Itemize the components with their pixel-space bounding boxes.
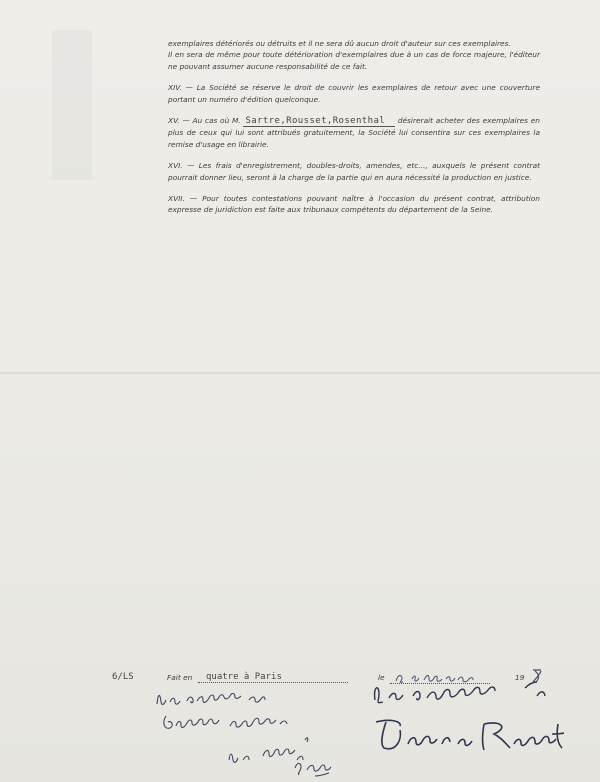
clause-xv-suffix: désirerait acheter des exemplaires en plus de ceux qui lui sont attribués gratuitement, la Société lui consentira sur ces exemplaires la remise d'usage en librairie. [168, 116, 540, 149]
year-prefix: 19 [515, 673, 525, 682]
clause-xiv: XIV. — La Société se réserve le droit de couvrir les exemplaires de retour avec une couverture portant un numéro d'édition quelconque. [168, 83, 540, 104]
contract-text [168, 38, 540, 226]
handwritten-lu-et-approuve-right [365, 676, 575, 712]
paper-shadow [52, 30, 92, 180]
clause-text: exemplaires détériorés ou détruits et il ne sera dû aucun droit d'auteur sur ces exemplaires. [168, 39, 511, 48]
clause-xv-prefix: XV. — Au cas où M. [168, 116, 241, 126]
clause-continuation [168, 38, 540, 72]
le-label: le [378, 673, 385, 682]
clause-xv [168, 115, 540, 150]
fait-en-label: Fait en [167, 673, 193, 682]
reference-code: 6/LS [112, 672, 134, 682]
clause-text: Il en sera de même pour toute détérioration d'exemplaires due à un cas de force majeure, l'éditeur ne pouvant assumer aucune responsabilité de ce fait. [168, 50, 540, 71]
handwritten-signature-rousset [372, 714, 582, 760]
clause-xvii: XVII. — Pour toutes contestations pouvant naître à l'occasion du présent contrat, attribution expresse de juridiction est faite aux tribunaux compétents du département de la Seine. [168, 194, 540, 215]
typed-names: Sartre,Rousset,Rosenthal [243, 116, 395, 127]
clause-xvi: XVI. — Les frais d'enregistrement, doubles-droits, amendes, etc..., auxquels le présent contrat pourrait donner lieu, seront à la charge de la partie qui en aura nécessité la production en justice. [168, 161, 540, 182]
handwritten-signature-sartre [225, 730, 355, 780]
typed-place: quatre à Paris [198, 672, 348, 683]
paper-fold [0, 372, 600, 374]
